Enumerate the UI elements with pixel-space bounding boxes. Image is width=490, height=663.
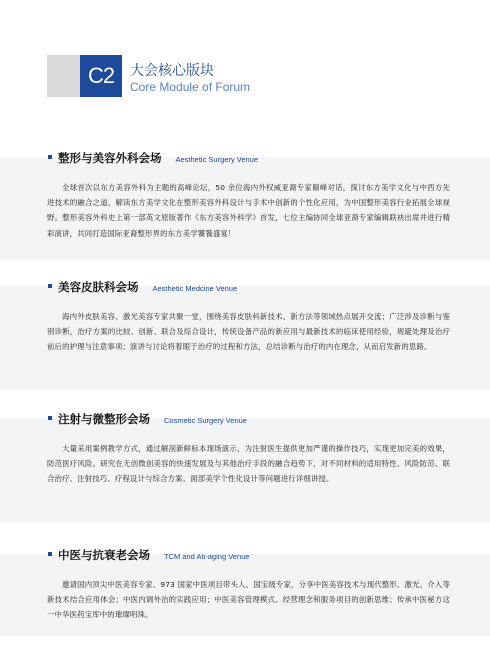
bullet-icon [48, 416, 52, 420]
bullet-icon [48, 284, 52, 288]
section-body: 大量采用案例教学方式，通过解剖新鲜标本现场演示，为注射医生提供更加严谨的操作技巧，实现更加完美的效果，防范医疗风险。研究在无创微创美容的快速发展及与其他治疗手段的融合趋势下，对不同材料的适用特性、风险防范、联合治疗、注射技巧、疗程设计与综合方案、面部美学个性化设计等问题进行详细讲授。 [47, 444, 450, 484]
page-title: 大会核心版块 [130, 63, 214, 79]
section-title [48, 150, 258, 166]
section-body: 全球首次以东方美容外科为主题的高峰论坛，50 余位海内外权威亚裔专家巅峰对话，探讨东方美学文化与中西方先进技术的融合之道，解读东方美学文化在整形美容外科设计与手术中创新的个性化应用，为中国整形美容行业拓展全球视野。整形美容外科史上第一部英文原版著作《东方美容外科学》首发，七位主编协同全球亚裔专家编辑联袂出席并进行精彩演讲，共同打造国际亚裔整形界的东方美学饕餮盛宴！ [47, 183, 450, 238]
section-title-zh: 注射与微整形会场 [58, 412, 150, 426]
bullet-icon [48, 155, 52, 159]
section-title-zh: 美容皮肤科会场 [58, 280, 139, 294]
section-title [48, 411, 247, 427]
section-title [48, 547, 249, 563]
section-body: 海内外皮肤美容、激光美容专家共聚一堂，围绕美容皮肤科新技术、新方法等领域热点展开交流；广泛涉及诊断与鉴别诊断，治疗方案的比较、创新、联合及综合设计，传统设备产品的新应用与最新技术的临床使用经验，规避处理及治疗前后的护理与注意事项；演讲与讨论将着眼于治疗的过程和方法，总结诊断与治疗的内在理念，从而启发新的思路。 [47, 312, 450, 352]
section-code-badge [80, 55, 122, 97]
section-body: 邀请国内顶尖中医美容专家、973 国家中医项目带头人、国宝级专家，分享中医美容技术与现代整形、激光、介入等新技术结合应用体会；中医内调外治的实践应用；中医美容管理模式、经营理念和服务项目的创新思维；传承中医秘方这一中华医药宝库中的璀璨明珠。 [47, 580, 450, 620]
bullet-icon [48, 552, 52, 556]
section-code: C2 [87, 63, 115, 88]
section-title-en: Aesthetic Medcine Venue [152, 284, 238, 293]
section-title [48, 279, 237, 295]
section-title-en: Aesthetic Surgery Venue [175, 155, 259, 164]
header-grey-block [47, 55, 80, 97]
section-title-en: TCM and Ati-aging Venue [164, 552, 250, 561]
section-title-zh: 整形与美容外科会场 [58, 151, 162, 165]
page-subtitle: Core Module of Forum [130, 80, 251, 94]
section-title-en: Cosmetic Surgery Venue [164, 416, 247, 425]
section-title-zh: 中医与抗衰老会场 [58, 548, 150, 562]
